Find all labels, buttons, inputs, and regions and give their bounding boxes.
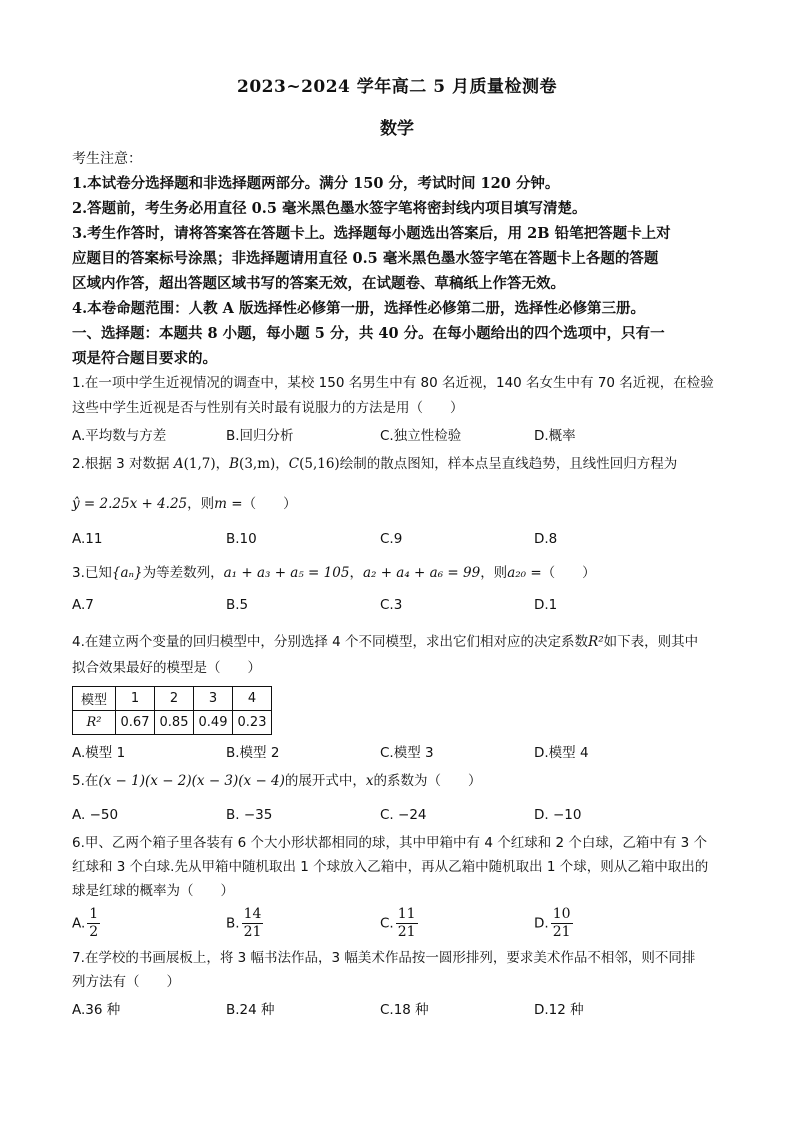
question-2-text-b: 绘制的散点图知，样本点呈直线趋势，且线性回归方程为 — [339, 456, 678, 472]
question-6-option-b — [226, 906, 263, 941]
question-3-separator: ， — [349, 565, 363, 581]
notice-heading: 考生注意： — [72, 151, 142, 167]
table-row-label: R² — [73, 711, 116, 735]
question-2-point-c-coord: (5,16) — [299, 456, 340, 472]
question-7-line-1: 7.在学校的书画展板上，将 3 幅书法作品，3 幅美术作品按一圆形排列，要求美术作品不相邻，则不同排 — [72, 950, 696, 966]
question-3-option-d: D.1 — [534, 597, 558, 613]
notice-item-3-cont: 应题目的答案标号涂黑；非选择题请用直径 0.5 毫米黑色墨水签字笔在答题卡上各题的答题 — [72, 250, 659, 267]
question-7-line-2: 列方法有（ ） — [72, 974, 180, 990]
table-value-3: 0.49 — [194, 711, 233, 735]
option-label: A. — [72, 915, 86, 932]
question-6-option-d — [534, 906, 573, 941]
question-4-text-a: 4.在建立两个变量的回归模型中，分别选择 4 个不同模型，求出它们相对应的决定系数 — [72, 634, 589, 650]
question-3-equation-2: a₂ + a₄ + a₆ = 99 — [362, 565, 481, 581]
fraction-numerator: 14 — [243, 906, 262, 922]
notice-item-3-cont2: 区域内作答，超出答题区域书写的答案无效，在试题卷、草稿纸上作答无效。 — [72, 275, 565, 292]
question-2-text-d: =（ ） — [226, 496, 297, 512]
question-1-option-c: C.独立性检验 — [380, 428, 462, 444]
question-3-sequence: {aₙ} — [111, 565, 143, 581]
fraction-denominator: 2 — [89, 924, 99, 940]
fraction — [87, 906, 100, 941]
fraction-denominator: 21 — [243, 924, 262, 940]
question-2-text-a: 2.根据 3 对数据 — [72, 456, 170, 472]
question-4-line-1 — [72, 630, 722, 655]
question-5-variable: x — [365, 773, 374, 789]
section-heading: 一、选择题：本题共 8 小题，每小题 5 分，共 40 分。在每小题给出的四个选项中，只有一 — [72, 325, 665, 342]
question-7-option-c: C.18 种 — [380, 1002, 429, 1018]
question-5-line-1 — [72, 769, 722, 794]
question-5-option-c: C. −24 — [380, 807, 427, 823]
question-5-text-c: 的系数为（ ） — [373, 773, 482, 789]
fraction-denominator: 21 — [552, 924, 571, 940]
question-7-option-d: D.12 种 — [534, 1002, 584, 1018]
question-2-option-a: A.11 — [72, 531, 103, 547]
question-2-line-1: 2.根据 3 对数据 A(1,7)，B(3,m)，C(5,16)绘制的散点图知，样本点呈直线趋势，且线性回归方程为 — [72, 456, 678, 472]
question-3-text-b: 为等差数列， — [142, 565, 224, 581]
question-3-text-c: ，则 — [480, 565, 508, 581]
question-2-line-2 — [72, 492, 722, 517]
option-label: C. — [380, 915, 394, 932]
question-4-option-a: A.模型 1 — [72, 745, 126, 761]
question-2-point-b-label: B — [229, 456, 240, 472]
question-5-option-d: D. −10 — [534, 807, 582, 823]
table-row — [73, 711, 272, 735]
table-model-3: 3 — [194, 687, 233, 711]
table-value-4: 0.23 — [233, 711, 272, 735]
question-1-line-1: 1.在一项中学生近视情况的调查中，某校 150 名男生中有 80 名近视，140 名女生中有 70 名近视，在检验 — [72, 375, 714, 391]
question-4-table — [72, 686, 272, 735]
question-3-line-1 — [72, 561, 722, 586]
question-2-option-c: C.9 — [380, 531, 403, 547]
fraction-numerator: 10 — [552, 906, 571, 922]
question-3-option-a: A.7 — [72, 597, 94, 613]
question-2-option-d: D.8 — [534, 531, 558, 547]
table-header-label: 模型 — [73, 687, 116, 711]
table-row — [73, 687, 272, 711]
option-label: B. — [226, 915, 240, 932]
question-5-text-a: 5.在 — [72, 773, 99, 789]
question-2-point-b-coord: (3,m) — [239, 456, 276, 472]
fraction — [551, 906, 573, 941]
fraction — [242, 906, 264, 941]
question-3-option-c: C.3 — [380, 597, 403, 613]
question-1-option-d: D.概率 — [534, 428, 576, 444]
question-3-equation-1: a₁ + a₃ + a₅ = 105 — [223, 565, 350, 581]
question-1-option-a: A.平均数与方差 — [72, 428, 167, 444]
question-3-text-d: =（ ） — [526, 565, 596, 581]
question-4-r-squared: R² — [588, 634, 604, 650]
question-3-text-a: 3.已知 — [72, 565, 112, 581]
question-4-option-c: C.模型 3 — [380, 745, 434, 761]
table-model-1: 1 — [116, 687, 155, 711]
question-5-option-a: A. −50 — [72, 807, 119, 823]
fraction — [396, 906, 418, 941]
question-2-point-c-label: C — [288, 456, 300, 472]
question-2-equation: ŷ = 2.25x + 4.25 — [72, 496, 188, 512]
question-4-line-2: 拟合效果最好的模型是（ ） — [72, 660, 261, 676]
fraction-denominator: 21 — [397, 924, 416, 940]
question-6-line-1: 6.甲、乙两个箱子里各装有 6 个大小形状都相同的球，其中甲箱中有 4 个红球和 2 个白球，乙箱中有 3 个 — [72, 835, 708, 851]
question-1-option-b: B.回归分析 — [226, 428, 294, 444]
exam-title: 2023~2024 学年高二 5 月质量检测卷 — [237, 77, 557, 97]
question-2-point-a-coord: (1,7) — [183, 456, 216, 472]
question-4-text-b: 如下表，则其中 — [603, 634, 699, 650]
question-7-option-b: B.24 种 — [226, 1002, 275, 1018]
table-value-1: 0.67 — [116, 711, 155, 735]
question-6-option-a — [72, 906, 100, 941]
option-label: D. — [534, 915, 549, 932]
exam-subject: 数学 — [380, 119, 414, 139]
table-model-4: 4 — [233, 687, 272, 711]
question-6-line-2: 红球和 3 个白球.先从甲箱中随机取出 1 个球放入乙箱中，再从乙箱中随机取出 1 个球，则从乙箱中取出的 — [72, 859, 709, 875]
question-7-option-a: A.36 种 — [72, 1002, 121, 1018]
notice-item-4: 4.本卷命题范围：人教 A 版选择性必修第一册，选择性必修第二册，选择性必修第三册。 — [72, 300, 645, 317]
question-2-point-a-label: A — [173, 456, 184, 472]
question-2-option-b: B.10 — [226, 531, 257, 547]
question-3-target: a₂₀ — [507, 565, 527, 581]
question-6-line-3: 球是红球的概率为（ ） — [72, 883, 234, 899]
question-1-line-2: 这些中学生近视是否与性别有关时最有说服力的方法是用（ ） — [72, 400, 464, 416]
question-3-option-b: B.5 — [226, 597, 249, 613]
notice-item-2: 2.答题前，考生务必用直径 0.5 毫米黑色墨水签字笔将密封线内项目填写清楚。 — [72, 200, 587, 217]
question-4-option-b: B.模型 2 — [226, 745, 280, 761]
table-value-2: 0.85 — [155, 711, 194, 735]
fraction-numerator: 1 — [89, 906, 99, 922]
question-5-expression: (x − 1)(x − 2)(x − 3)(x − 4) — [98, 773, 285, 789]
fraction-numerator: 11 — [397, 906, 416, 922]
question-6-option-c — [380, 906, 418, 941]
question-5-text-b: 的展开式中， — [284, 773, 366, 789]
question-2-variable: m — [214, 496, 227, 512]
question-2-text-c: ，则 — [187, 496, 215, 512]
notice-item-1: 1.本试卷分选择题和非选择题两部分。满分 150 分，考试时间 120 分钟。 — [72, 175, 560, 192]
table-model-2: 2 — [155, 687, 194, 711]
notice-item-3: 3.考生作答时，请将答案答在答题卡上。选择题每小题选出答案后，用 2B 铅笔把答题卡上对 — [72, 225, 671, 242]
section-heading-cont: 项是符合题目要求的。 — [72, 350, 217, 367]
question-4-option-d: D.模型 4 — [534, 745, 589, 761]
question-5-option-b: B. −35 — [226, 807, 273, 823]
